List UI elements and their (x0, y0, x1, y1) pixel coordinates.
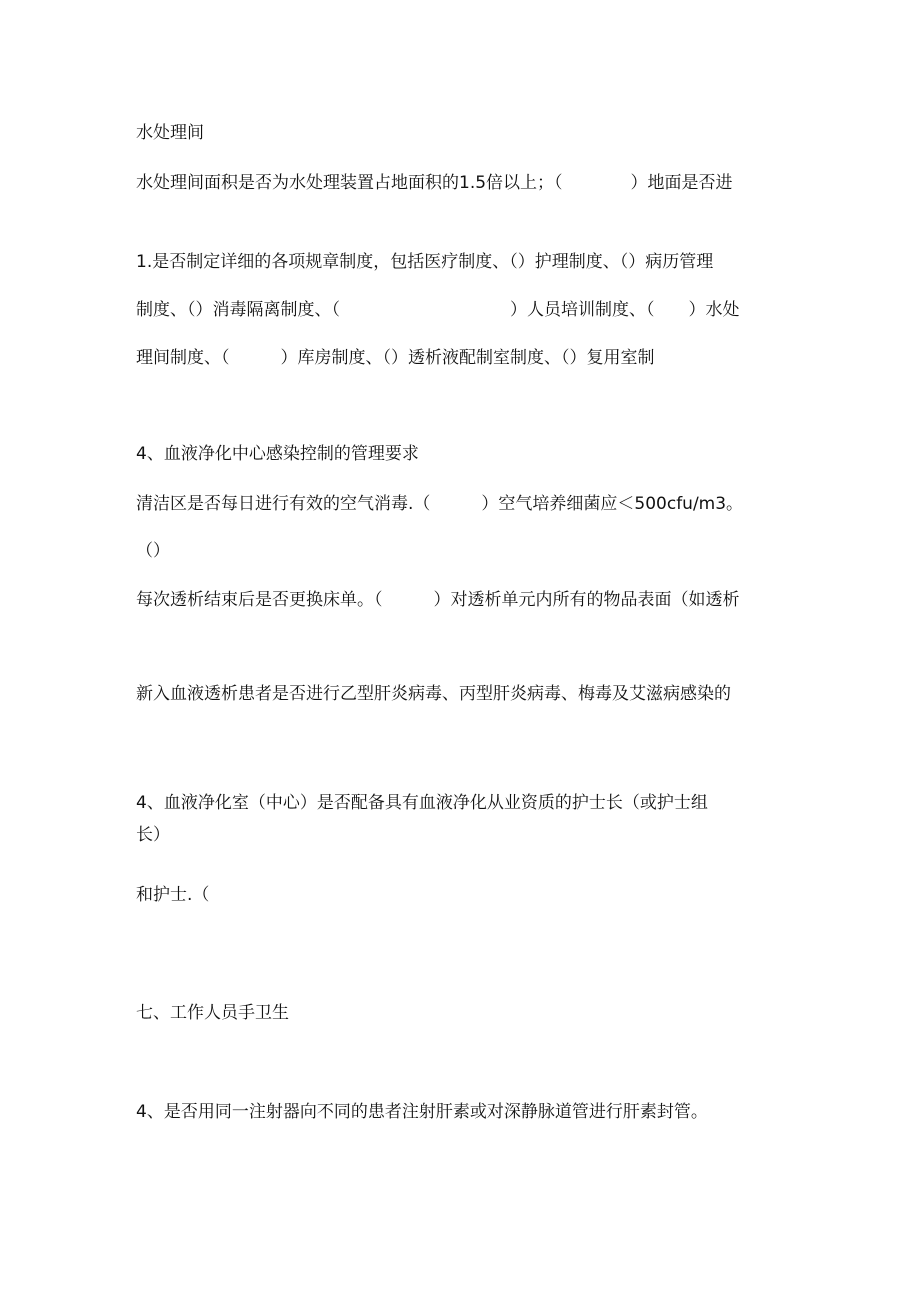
section-heading-water-treatment-room: 水处理间 (136, 123, 204, 143)
text-line: 4、是否用同一注射器向不同的患者注射肝素或对深静脉道管进行肝素封管。 (136, 1102, 708, 1122)
text-line: 水处理间面积是否为水处理装置占地面积的1.5倍以上；（ ）地面是否进 (136, 173, 733, 193)
text-line: 每次透析结束后是否更换床单。（ ）对透析单元内所有的物品表面（如透析 (136, 590, 740, 610)
text-line: 4、血液净化室（中心）是否配备具有血液净化从业资质的护士长（或护士组 (136, 793, 708, 813)
section-heading-hand-hygiene: 七、工作人员手卫生 (136, 1003, 289, 1023)
text-line: 制度、（）消毒隔离制度、（ ）人员培训制度、（ ）水处 (136, 300, 740, 320)
text-line: 长） (136, 825, 170, 845)
text-line: 清洁区是否每日进行有效的空气消毒.（ ）空气培养细菌应＜500cfu∕m3。 (136, 494, 744, 514)
text-line: 和护士.（ (136, 885, 210, 905)
section-heading-infection-control: 4、血液净化中心感染控制的管理要求 (136, 444, 419, 464)
text-line: 理间制度、（ ）库房制度、（）透析液配制室制度、（）复用室制 (136, 348, 655, 368)
text-line: （） (136, 541, 170, 561)
text-line: 新入血液透析患者是否进行乙型肝炎病毒、丙型肝炎病毒、梅毒及艾滋病感染的 (136, 684, 731, 704)
text-line: 1.是否制定详细的各项规章制度，包括医疗制度、（）护理制度、（）病历管理 (136, 252, 714, 272)
